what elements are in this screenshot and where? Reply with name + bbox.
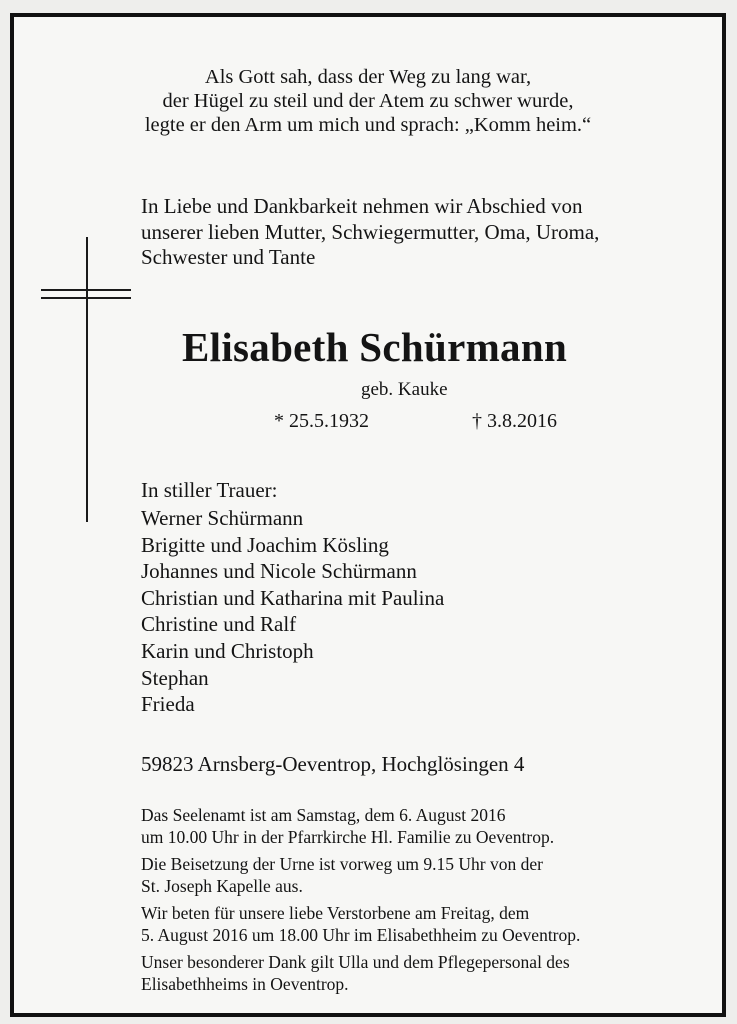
intro-line: In Liebe und Dankbarkeit nehmen wir Abschied von <box>141 194 583 218</box>
notice-line: 5. August 2016 um 18.00 Uhr im Elisabethheim zu Oeventrop. <box>141 924 581 945</box>
notice-line: um 10.00 Uhr in der Pfarrkirche Hl. Familie zu Oeventrop. <box>141 826 555 847</box>
intro-line: unserer lieben Mutter, Schwiegermutter, Oma, Uroma, <box>141 219 600 244</box>
notice-line: Wir beten für unsere liebe Verstorbene am Freitag, dem <box>141 903 530 923</box>
notice-line: Die Beisetzung der Urne ist vorweg um 9.15 Uhr von der <box>141 854 543 874</box>
mourner-list <box>141 505 444 718</box>
death-date: † 3.8.2016 <box>472 410 557 432</box>
list-item: Johannes und Nicole Schürmann <box>141 559 417 584</box>
poem-line: der Hügel zu steil und der Atem zu schwer wurde, <box>162 90 574 112</box>
notice-requiem <box>141 805 711 848</box>
maiden-name: geb. Kauke <box>361 379 448 400</box>
notice-thanks <box>141 952 711 995</box>
list-item: Karin und Christoph <box>141 638 314 663</box>
birth-date: * 25.5.1932 <box>274 410 369 432</box>
list-item: Brigitte und Joachim Kösling <box>141 532 389 557</box>
list-item: Stephan <box>141 665 209 690</box>
list-item: Christine und Ralf <box>141 612 297 637</box>
intro-line: Schwester und Tante <box>141 245 316 269</box>
notice-line: St. Joseph Kapelle aus. <box>141 875 303 896</box>
list-item: Christian und Katharina mit Paulina <box>141 585 445 610</box>
service-notices <box>141 805 711 1001</box>
list-item: Werner Schürmann <box>141 506 304 530</box>
cross-horizontal-bar <box>41 289 131 291</box>
cross-vertical-bar <box>86 237 88 522</box>
obituary-frame <box>10 13 726 1017</box>
poem-line: Als Gott sah, dass der Weg zu lang war, <box>204 66 532 88</box>
notice-line: Das Seelenamt ist am Samstag, dem 6. August 2016 <box>141 805 506 825</box>
cross-horizontal-bar <box>41 297 131 299</box>
poem <box>14 65 722 137</box>
notice-prayer <box>141 903 711 946</box>
notice-line: Elisabethheims in Oeventrop. <box>141 973 349 994</box>
deceased-name: Elisabeth Schürmann <box>182 324 568 370</box>
poem-line: legte er den Arm um mich und sprach: „Komm heim.“ <box>144 114 592 136</box>
family-address: 59823 Arnsberg-Oeventrop, Hochglösingen 4 <box>141 752 525 776</box>
mourning-heading: In stiller Trauer: <box>141 478 278 502</box>
notice-line: Unser besonderer Dank gilt Ulla und dem Pflegepersonal des <box>141 952 570 972</box>
notice-burial <box>141 854 711 897</box>
intro-text <box>141 194 711 271</box>
list-item: Frieda <box>141 692 195 717</box>
